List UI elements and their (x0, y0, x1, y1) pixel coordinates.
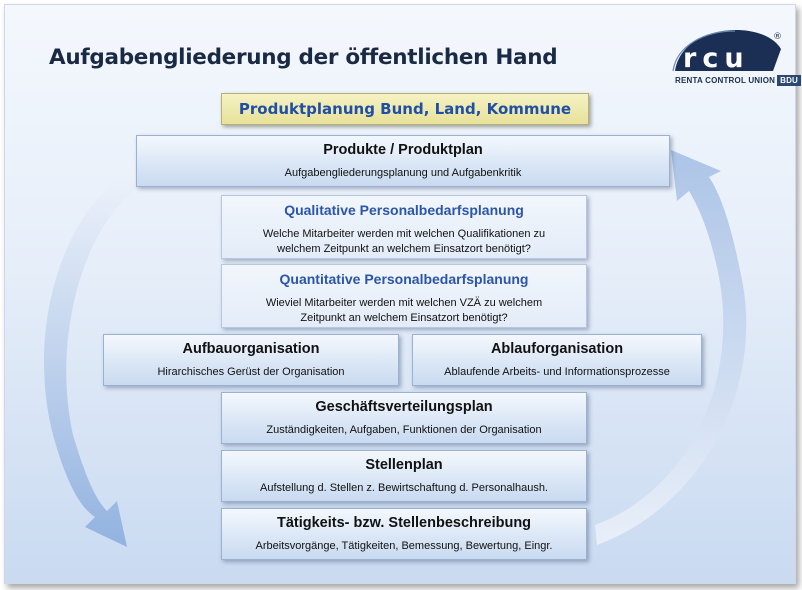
box-taetigkeit-sub: Arbeitsvorgänge, Tätigkeiten, Bemessung, Bewertung, Eingr. (255, 540, 553, 552)
box-quantitativ-heading: Quantitative Personalbedarfsplanung (279, 271, 529, 287)
box-aufbau-sub: Hirarchisches Gerüst der Organisation (157, 366, 345, 378)
logo-bdu-badge: BDU (777, 75, 801, 86)
page-title: Aufgabengliederung der öffentlichen Hand (49, 45, 558, 70)
box-ablauf-sub: Ablaufende Arbeits- und Informationsprozesse (444, 366, 670, 378)
box-quantitativ-sub-1: Wieviel Mitarbeiter werden mit welchen VZÄ zu welchem (265, 297, 543, 309)
box-qualitativ-heading: Qualitative Personalbedarfsplanung (284, 202, 524, 218)
box-qualitativ-sub-1: Welche Mitarbeiter werden mit welchen Qualifikationen zu (262, 228, 546, 240)
slide (4, 4, 799, 584)
box-geschaeftsverteilungsplan (221, 392, 587, 444)
box-quantitativ (221, 264, 587, 328)
box-produkte (136, 135, 670, 187)
logo-company-name (675, 75, 801, 86)
box-stellenplan-sub: Aufstellung d. Stellen z. Bewirtschaftung d. Personalhaush. (259, 482, 548, 494)
box-produkte-heading: Produkte / Produktplan (323, 142, 483, 158)
box-taetigkeit-heading: Tätigkeits- bzw. Stellenbeschreibung (276, 515, 532, 531)
box-stellenplan (221, 450, 587, 502)
box-stellenplan-heading: Stellenplan (365, 457, 443, 473)
box-geschaeft-heading: Geschäftsverteilungsplan (315, 399, 493, 415)
box-produkte-sub: Aufgabengliederungsplanung und Aufgabenkritik (284, 167, 522, 179)
rcu-logo-mark (669, 27, 793, 75)
box-aufbau-heading: Aufbauorganisation (182, 341, 320, 357)
box-aufbauorganisation (103, 334, 399, 386)
box-ablauf-heading: Ablauforganisation (490, 341, 624, 357)
registered-mark: ® (773, 32, 782, 42)
box-quantitativ-sub-2: Zeitpunkt an welchem Einsatzort benötigt? (300, 312, 508, 324)
box-taetigkeitsbeschreibung (221, 508, 587, 560)
rcu-logo-letters: rcu (683, 43, 750, 74)
box-qualitativ-sub-2: welchem Zeitpunkt an welchem Einsatzort benötigt? (277, 243, 531, 255)
box-geschaeft-sub: Zuständigkeiten, Aufgaben, Funktionen der Organisation (266, 424, 542, 436)
rcu-logo (669, 27, 799, 95)
box-ablauforganisation (412, 334, 702, 386)
box-qualitativ (221, 195, 587, 259)
product-planning-banner: Produktplanung Bund, Land, Kommune (221, 93, 589, 125)
logo-company-label: RENTA CONTROL UNION (675, 76, 776, 85)
